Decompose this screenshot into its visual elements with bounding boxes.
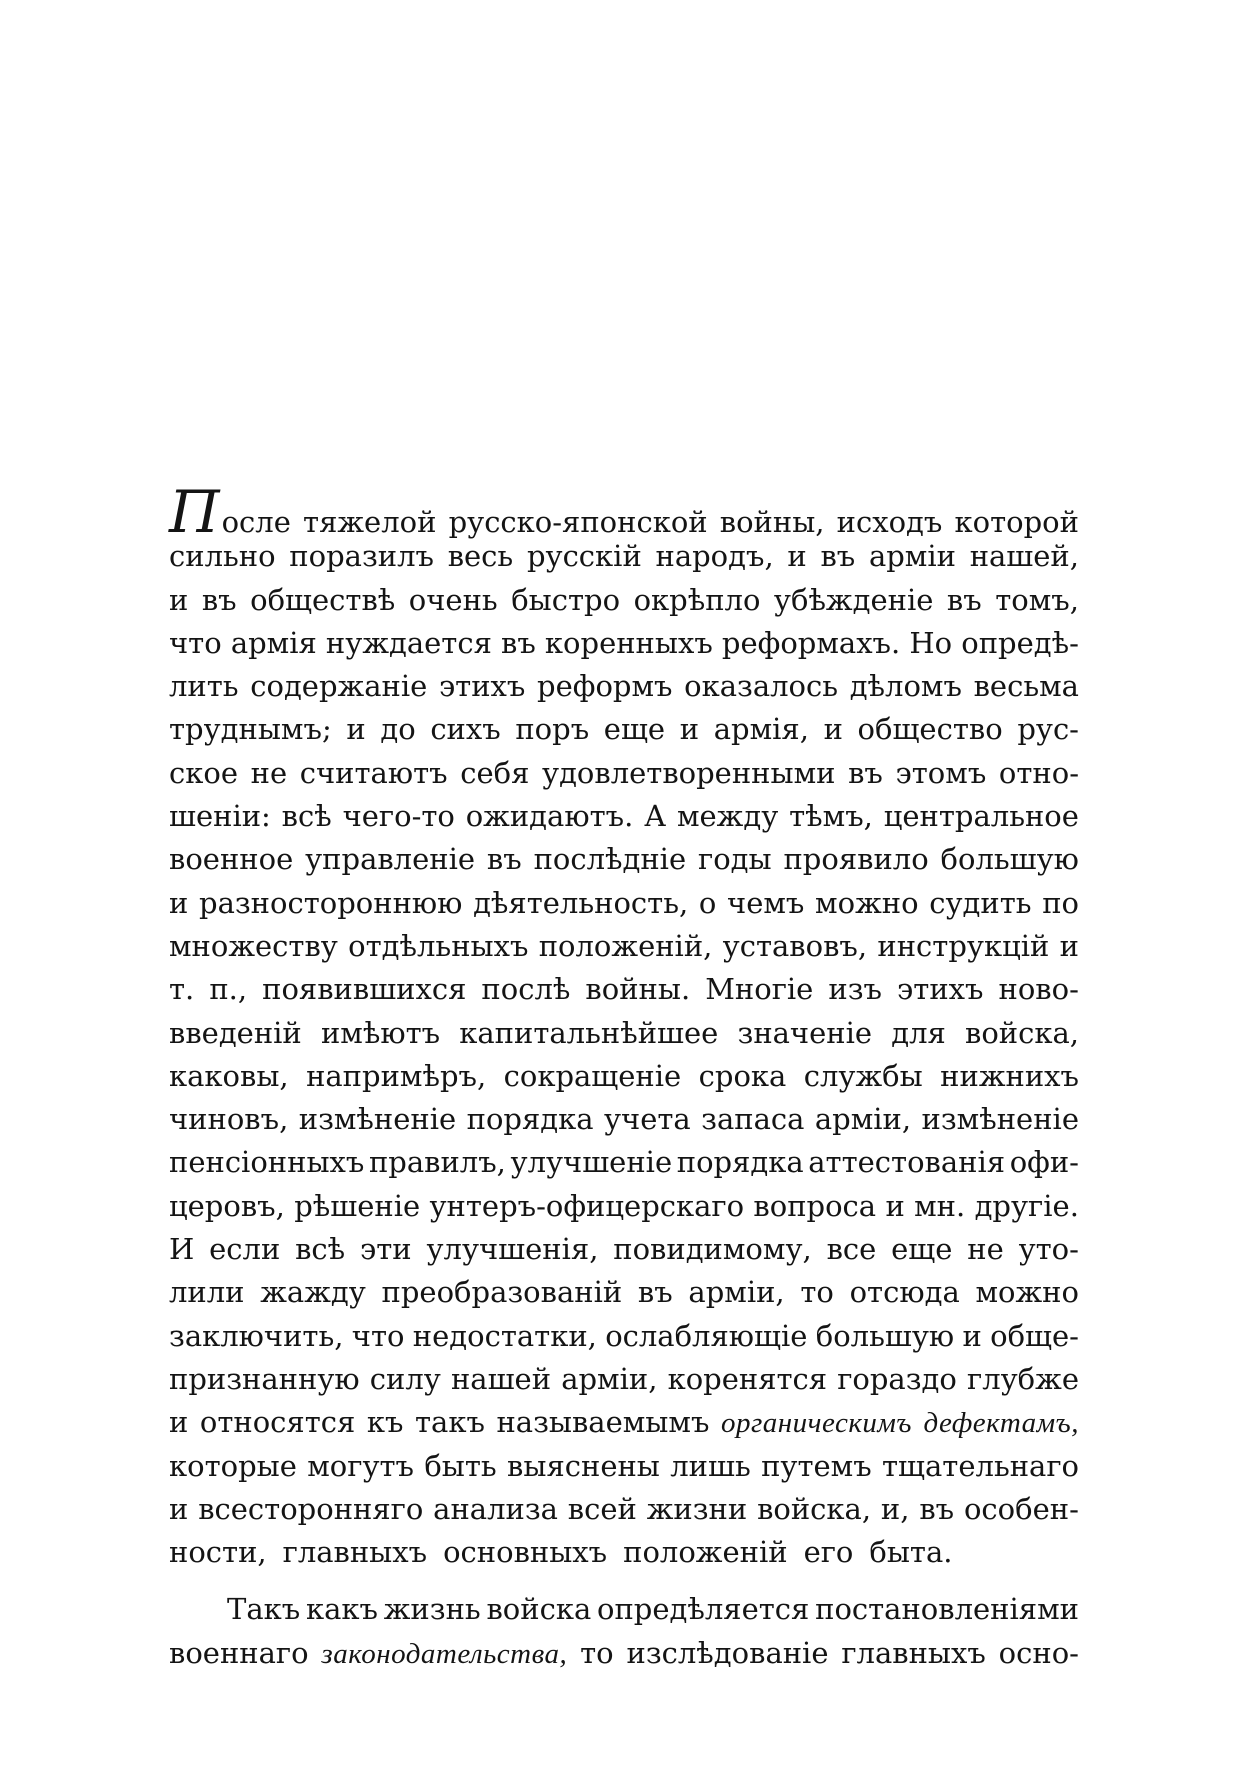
word: считаютъ	[299, 755, 448, 790]
text-line	[169, 708, 1079, 751]
word: очень	[408, 582, 498, 617]
word: оказалось	[684, 669, 839, 704]
text-line	[169, 1055, 1079, 1098]
word: для	[891, 1015, 946, 1050]
drop-cap: П	[169, 478, 220, 546]
text-line	[169, 1012, 1079, 1055]
text-line	[169, 579, 1079, 622]
word: лили	[169, 1275, 245, 1310]
word: офи-	[1009, 1145, 1079, 1180]
word: коренятся	[667, 1361, 828, 1396]
text-line	[169, 535, 1079, 578]
word: разностороннюю	[199, 885, 463, 920]
word: учета	[603, 1102, 691, 1137]
word: убѣжденіе	[773, 582, 934, 617]
word: управленіе	[305, 842, 476, 877]
word: себя	[460, 755, 530, 790]
word: тяжелой	[303, 505, 437, 539]
word: въ	[637, 1275, 673, 1310]
word: какъ	[305, 1592, 378, 1627]
word: этомъ	[895, 755, 987, 790]
word: арміи,	[688, 1275, 785, 1310]
word: отдѣльныхъ	[348, 928, 529, 963]
word: гораздо	[837, 1361, 957, 1396]
word: органическимъ	[720, 1407, 912, 1440]
text-line	[169, 1632, 1079, 1675]
word-rest: осле	[221, 505, 291, 539]
word: порядка	[676, 1145, 804, 1180]
text-line	[169, 752, 1079, 795]
word: и	[885, 1188, 905, 1223]
word: если	[209, 1232, 281, 1267]
word: эти	[360, 1232, 412, 1267]
word: изъ	[828, 972, 882, 1007]
word: лить	[169, 669, 239, 704]
word: войска,	[965, 1015, 1079, 1050]
word: осно-	[998, 1635, 1079, 1670]
word: дѣломъ	[849, 669, 962, 704]
word: ново-	[998, 972, 1079, 1007]
word: сихъ	[430, 712, 501, 747]
word: быта.	[869, 1535, 953, 1570]
word: не	[250, 755, 288, 790]
word: годы	[698, 842, 772, 877]
word: появившихся	[262, 972, 467, 1007]
word: этихъ	[897, 972, 984, 1007]
word: постановленіями	[815, 1592, 1079, 1627]
word: и	[1059, 928, 1079, 963]
word: службы	[803, 1058, 923, 1093]
text-line	[169, 795, 1079, 838]
word: аттестованія	[808, 1145, 1006, 1180]
word: послѣ	[481, 972, 571, 1007]
word: основныхъ	[443, 1535, 608, 1570]
word: томъ,	[995, 582, 1079, 617]
word: большую	[815, 1318, 955, 1353]
word: всѣ	[295, 1232, 346, 1267]
text-line	[169, 1271, 1079, 1314]
word: множеству	[169, 928, 338, 963]
text-line	[169, 882, 1079, 925]
body-text	[169, 478, 1079, 1675]
word: дѣятельность,	[473, 885, 689, 920]
word: унтеръ-офицерскаго	[429, 1188, 745, 1223]
word: положеній,	[538, 928, 713, 963]
word: и	[346, 712, 366, 747]
word: и	[679, 712, 700, 747]
word: общество	[857, 712, 1003, 747]
word: сильно	[169, 539, 276, 574]
text-line	[169, 1401, 1079, 1444]
word: заключить,	[169, 1318, 344, 1353]
word: лишь	[670, 1448, 751, 1483]
word: ослабляющіе	[605, 1318, 808, 1353]
word: въ	[201, 582, 237, 617]
word: между	[676, 799, 779, 834]
word: нашей	[450, 1361, 552, 1396]
word: то	[580, 1635, 614, 1670]
word: и	[169, 582, 189, 617]
text-line	[169, 1098, 1079, 1141]
word: дефектамъ,	[923, 1407, 1079, 1440]
word: преобразованій	[381, 1275, 623, 1310]
word: и	[169, 1405, 189, 1440]
word: нашей,	[969, 539, 1079, 574]
word: весь	[447, 539, 514, 574]
word: значеніе	[737, 1015, 873, 1050]
word: введеній	[169, 1015, 302, 1050]
word: церовъ,	[169, 1188, 285, 1223]
word: которой	[954, 505, 1079, 539]
word: арміи	[868, 539, 956, 574]
word: чемъ	[727, 885, 805, 920]
word: весьма	[973, 669, 1079, 704]
word: шеніи:	[169, 799, 271, 834]
word: его	[803, 1535, 854, 1570]
word: арміи,	[814, 1102, 912, 1137]
word: которые	[169, 1448, 297, 1483]
word: обществѣ	[250, 582, 396, 617]
text-line	[169, 925, 1079, 968]
text-line	[169, 838, 1079, 881]
word: отсюда	[849, 1275, 960, 1310]
word: срока	[698, 1058, 787, 1093]
text-line	[169, 665, 1079, 708]
word: такъ	[414, 1405, 485, 1440]
word: труднымъ;	[169, 712, 332, 747]
word: до	[380, 712, 416, 747]
word: И	[169, 1232, 195, 1267]
word: Такъ	[227, 1592, 301, 1627]
word: не	[967, 1232, 1004, 1267]
word: все	[826, 1232, 877, 1267]
word: быть	[424, 1448, 497, 1483]
word: въ	[486, 842, 522, 877]
word: признанную	[169, 1361, 360, 1396]
word: анализа	[433, 1491, 558, 1526]
word: силу	[369, 1361, 441, 1396]
text-line	[169, 1185, 1079, 1228]
word: и	[169, 885, 189, 920]
text-line	[169, 968, 1079, 1011]
word: исходъ	[836, 505, 943, 539]
word: капитальнѣйшее	[459, 1015, 719, 1050]
word: войска	[486, 1592, 592, 1627]
word: быстро	[511, 582, 621, 617]
word: въ	[820, 539, 856, 574]
word: законодательства,	[321, 1637, 568, 1670]
word: военнаго	[169, 1635, 309, 1670]
word: о	[698, 885, 717, 920]
word: арміи,	[561, 1361, 658, 1396]
word: всѣ	[281, 799, 332, 834]
word: п.,	[209, 972, 248, 1007]
word: можно	[815, 885, 919, 920]
word: и	[962, 1318, 982, 1353]
word: войны,	[719, 505, 825, 539]
word: судить	[929, 885, 1032, 920]
word: большую	[940, 842, 1079, 877]
word: каковы,	[169, 1058, 289, 1093]
word: относятся	[199, 1405, 356, 1440]
text-line	[169, 1141, 1079, 1184]
word: коренныхъ	[544, 625, 713, 660]
word: тѣмъ,	[789, 799, 873, 834]
word: правилъ,	[368, 1145, 506, 1180]
word: Но	[909, 625, 953, 660]
word: повидимому,	[613, 1232, 812, 1267]
word: и	[169, 1491, 189, 1526]
word: называемымъ	[496, 1405, 710, 1440]
text-line	[169, 1315, 1079, 1358]
word: жизнь	[383, 1592, 481, 1627]
word: жизни	[646, 1491, 748, 1526]
word: уставовъ,	[722, 928, 868, 963]
text-line	[169, 1445, 1079, 1488]
word: А	[644, 799, 667, 834]
word: въ	[501, 625, 536, 660]
word: рус-	[1017, 712, 1079, 747]
word: изслѣдованіе	[626, 1635, 829, 1670]
word: по	[1042, 885, 1079, 920]
word: выяснены	[507, 1448, 660, 1483]
word: другіе.	[974, 1188, 1079, 1223]
text-line	[169, 1588, 1079, 1631]
word: что	[169, 625, 222, 660]
word: мн.	[914, 1188, 966, 1223]
text-line	[169, 478, 1079, 546]
word: армія,	[713, 712, 809, 747]
word: русско-японской	[448, 505, 708, 539]
word: въ	[946, 582, 982, 617]
word: могутъ	[307, 1448, 415, 1483]
word: всесторонняго	[198, 1491, 424, 1526]
word: запаса	[701, 1102, 805, 1137]
word: обще-	[990, 1318, 1079, 1353]
word: чего-то	[342, 799, 455, 834]
text-line	[169, 622, 1079, 665]
word: вопроса	[753, 1188, 877, 1223]
word: центральное	[883, 799, 1079, 834]
word: имѣютъ	[320, 1015, 441, 1050]
word: можно	[975, 1275, 1079, 1310]
word: то	[800, 1275, 834, 1310]
word: измѣненіе	[921, 1102, 1079, 1137]
word: сокращеніе	[503, 1058, 682, 1093]
word: инструкцій	[877, 928, 1050, 963]
word: особен-	[963, 1491, 1079, 1526]
text-line	[169, 1228, 1079, 1271]
word: отно-	[998, 755, 1079, 790]
word: путемъ	[761, 1448, 872, 1483]
word: порядка	[466, 1102, 594, 1137]
word: всей	[567, 1491, 637, 1526]
word: и,	[880, 1491, 910, 1526]
word: глубже	[967, 1361, 1079, 1396]
word: и	[787, 539, 807, 574]
word: положеній	[623, 1535, 788, 1570]
word: ности,	[169, 1535, 267, 1570]
word: реформахъ.	[721, 625, 901, 660]
word: ожидаютъ.	[465, 799, 634, 834]
word: послѣдніе	[533, 842, 687, 877]
word: недостатки,	[412, 1318, 597, 1353]
word: реформъ	[537, 669, 673, 704]
word: чиновъ,	[169, 1102, 289, 1137]
word: удовлетворенными	[542, 755, 836, 790]
word: рѣшеніе	[294, 1188, 421, 1223]
word: жажду	[260, 1275, 366, 1310]
word: что	[351, 1318, 405, 1353]
word: окрѣпло	[633, 582, 761, 617]
word: и	[823, 712, 843, 747]
word: къ	[366, 1405, 404, 1440]
word: улучшеніе	[510, 1145, 673, 1180]
word: опредѣляется	[597, 1592, 810, 1627]
word: военное	[169, 842, 294, 877]
word: нижнихъ	[940, 1058, 1079, 1093]
word: главныхъ	[841, 1635, 986, 1670]
word: войска,	[757, 1491, 872, 1526]
word: еще	[891, 1232, 953, 1267]
word: русскій	[526, 539, 642, 574]
word: содержаніе	[250, 669, 428, 704]
text-line	[169, 1531, 1079, 1574]
word: Многіе	[705, 972, 814, 1007]
word: пенсіонныхъ	[169, 1145, 365, 1180]
word: измѣненіе	[298, 1102, 457, 1137]
text-line	[169, 1488, 1079, 1531]
word: напримѣръ,	[306, 1058, 487, 1093]
word: т.	[169, 972, 195, 1007]
word: тщательнаго	[882, 1448, 1079, 1483]
word: народъ,	[655, 539, 774, 574]
text-line	[169, 1358, 1079, 1401]
word: главныхъ	[282, 1535, 428, 1570]
word: еще	[603, 712, 666, 747]
word: улучшенія,	[426, 1232, 599, 1267]
word: въ	[848, 755, 883, 790]
word: въ	[919, 1491, 955, 1526]
word: ское	[169, 755, 238, 790]
word: уто-	[1018, 1232, 1079, 1267]
word: армія	[230, 625, 317, 660]
word: опредѣ-	[961, 625, 1079, 660]
word: поразилъ	[289, 539, 434, 574]
word: нуждается	[325, 625, 492, 660]
word: поръ	[515, 712, 590, 747]
word: проявило	[783, 842, 929, 877]
word: войны.	[585, 972, 691, 1007]
word: этихъ	[438, 669, 526, 704]
